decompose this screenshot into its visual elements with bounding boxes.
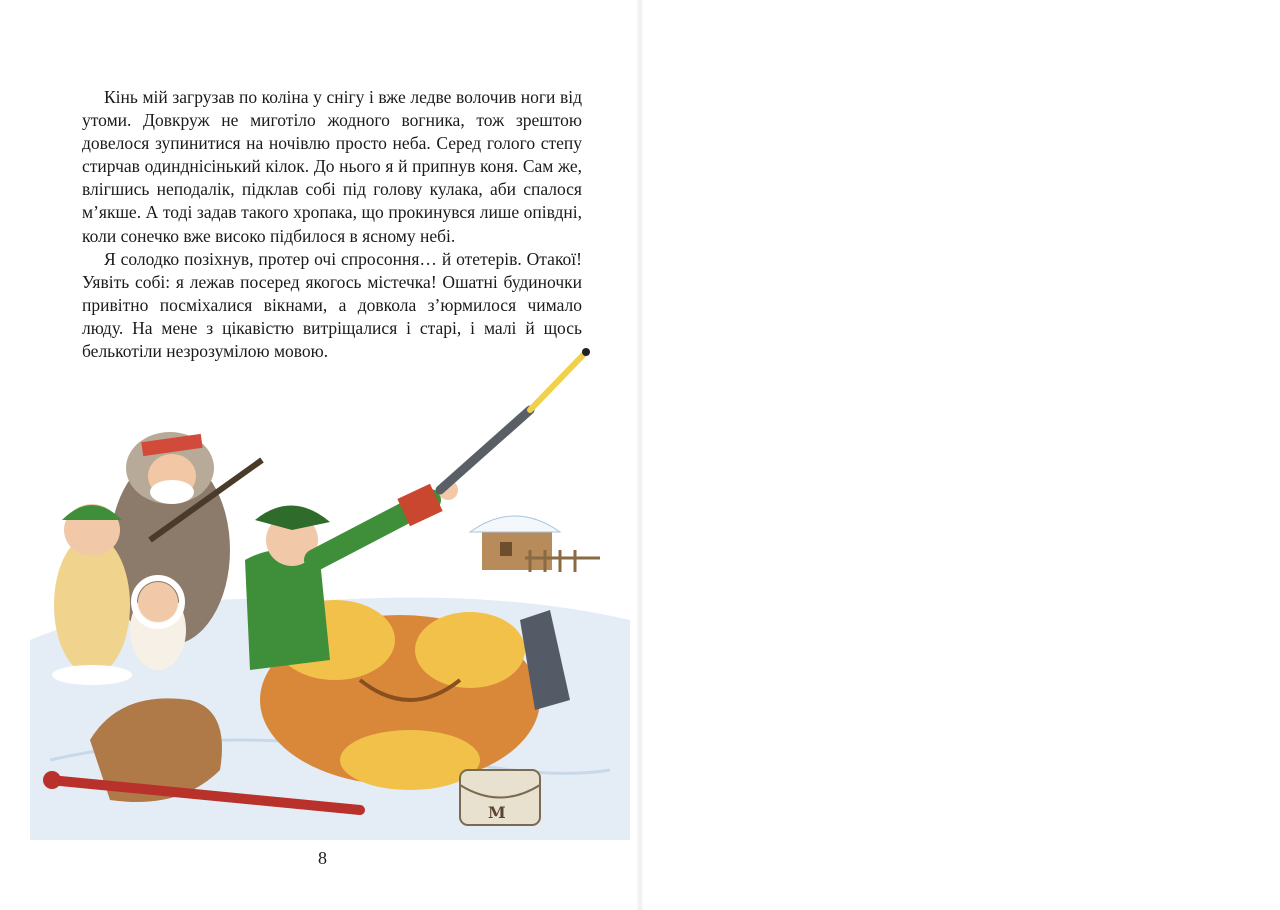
- child-figure: [130, 578, 186, 670]
- satchel-monogram: М: [488, 803, 506, 822]
- paragraph: Кінь мій загрузав по коліна у снігу і вже ледве волочив ноги від утоми. Довкруж не миготіло жодного вогника, тож зрештою довелося зупинитися на ночівлю просто неба. Серед голого степу стирчав одинднісінький кілок. До нього я й припнув коня. Сам же, влігшись неподалік, підклав собі під голову кулака, аби спалося м’якше. А тоді задав такого хропака, що прокинувся лише опівдні, коли сонечко вже високо підбилося в ясному небі.: [82, 87, 582, 246]
- page-number: 8: [318, 848, 327, 868]
- baron-in-snow-illustration: [30, 340, 630, 840]
- paragraph: Я солодко позіхнув, протер очі спросоння… й отетерів. Отакої! Уявіть собі: я лежав посеред якогось містечка! Ошатні будиночки привітно посміхалися вікнами, а довкола з’юрмилося чимало люду. На мене з цікавістю витріщалися і старі, і малі й щось белькотіли незрозумілою мовою.: [82, 248, 582, 362]
- left-page-text: [82, 86, 582, 363]
- distant-house: [470, 516, 600, 572]
- right-page: [640, 0, 1280, 910]
- satchel: [460, 770, 540, 825]
